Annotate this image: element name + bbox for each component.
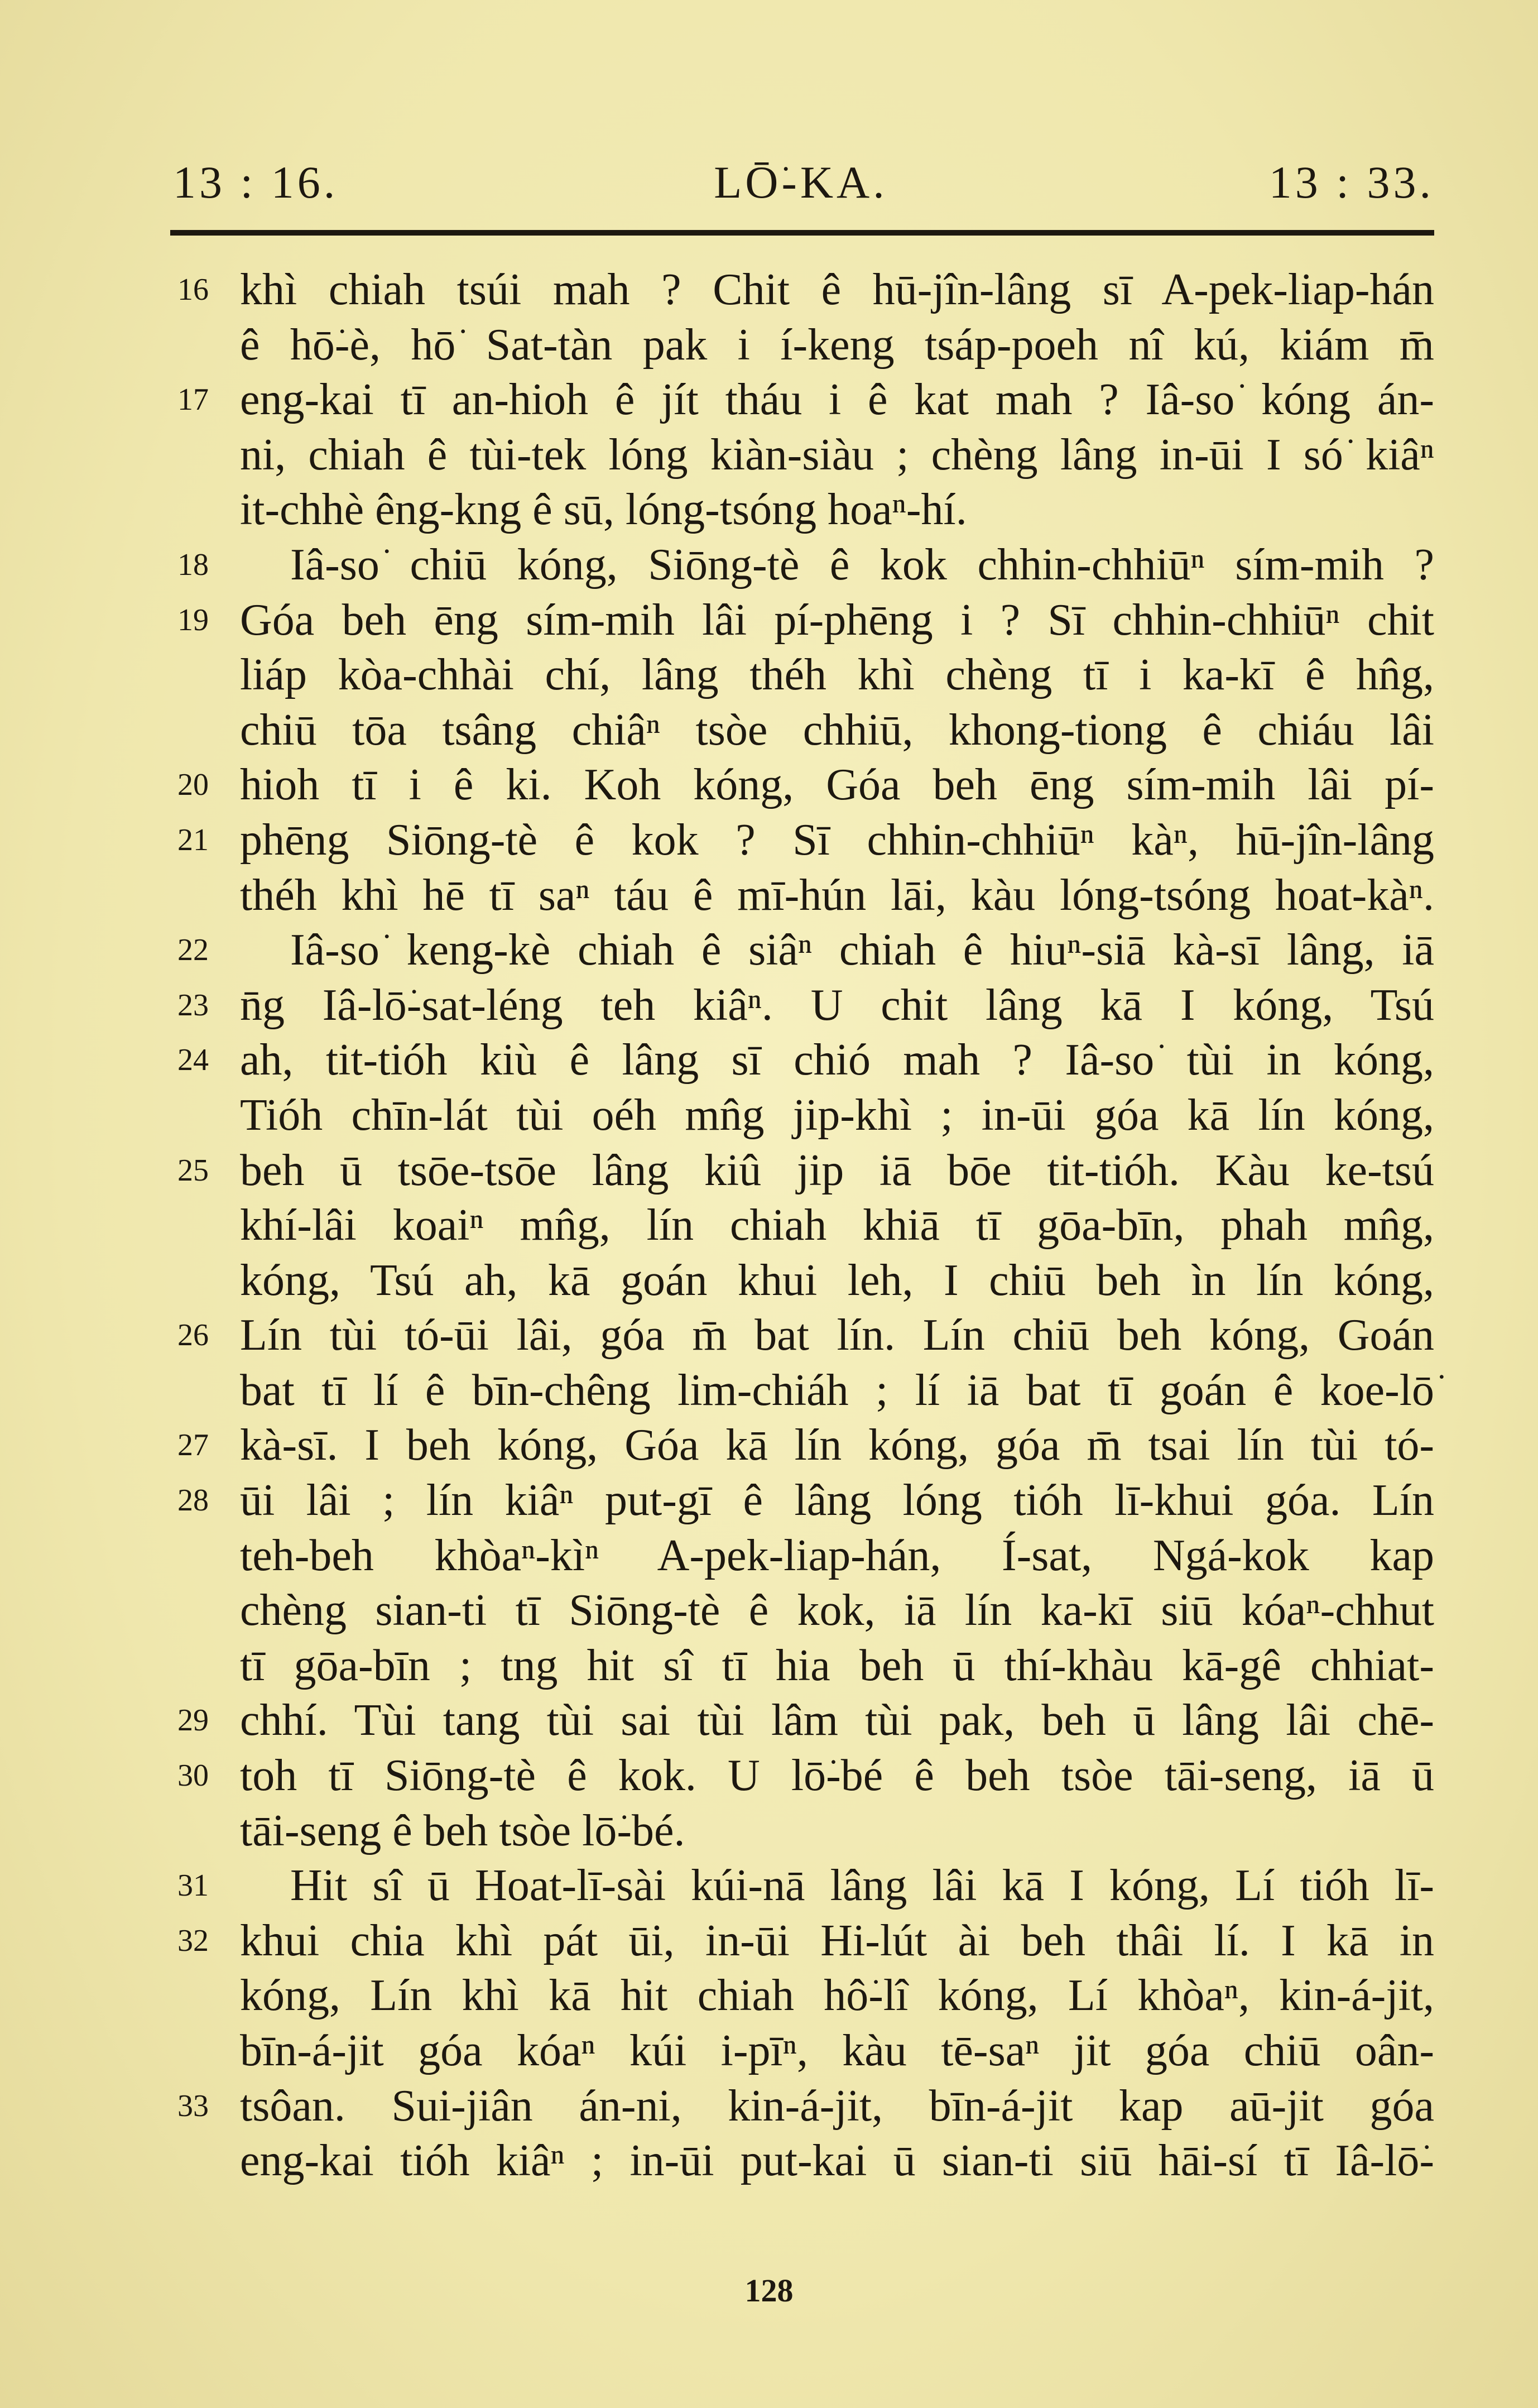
- text-line: [0, 1473, 1538, 1528]
- line-text: khui chia khì pát ūi, in-ūi Hi-lút ài beh thâi lí. I kā in: [240, 1916, 1434, 1965]
- line-text: it-chhè êng-kng ê sū, lóng-tsóng hoaⁿ-hí.: [240, 485, 967, 535]
- text-line: [0, 978, 1538, 1033]
- line-text: chhí. Tùi tang tùi sai tùi lâm tùi pak, beh ū lâng lâi chē-: [240, 1696, 1434, 1745]
- line-text: phēng Siōng-tè ê kok ? Sī chhin-chhiūⁿ kàⁿ, hū-jîn-lâng: [240, 815, 1434, 865]
- line-text: Tióh chīn-lát tùi oéh mn̂g jip-khì ; in-ūi góa kā lín kóng,: [240, 1090, 1434, 1140]
- text-line: [0, 2023, 1538, 2079]
- verse-number: 19: [177, 602, 209, 637]
- text-line: [0, 1803, 1538, 1859]
- text-line: [0, 262, 1538, 318]
- line-text: khí-lâi koaiⁿ mn̂g, lín chiah khiā tī gōa-bīn, phah mn̂g,: [240, 1201, 1434, 1250]
- text-line: [0, 538, 1538, 593]
- chapter-verse-start: 13 : 16.: [173, 157, 339, 208]
- text-line: [0, 593, 1538, 648]
- verse-number: 32: [177, 1923, 209, 1958]
- line-text: ni, chiah ê tùi-tek lóng kiàn-siàu ; chèng lâng in-ūi I só͘ kiâⁿ: [240, 430, 1434, 479]
- text-line: [0, 1363, 1538, 1418]
- verse-number: 30: [177, 1758, 209, 1793]
- line-text: Hit sî ū Hoat-lī-sài kúi-nā lâng lâi kā I kóng, Lí tióh lī-: [290, 1861, 1434, 1911]
- text-line: [0, 2133, 1538, 2189]
- verse-number: 16: [177, 272, 209, 307]
- line-text: tsôan. Sui-jiân án-ni, kin-á-jit, bīn-á-jit kap aū-jit góa: [240, 2081, 1434, 2131]
- text-line: [0, 1528, 1538, 1584]
- text-line: [0, 757, 1538, 813]
- running-header: [167, 156, 1434, 218]
- text-line: [0, 923, 1538, 978]
- text-line: [0, 1638, 1538, 1694]
- text-line: [0, 1968, 1538, 2023]
- line-text: n̄g Iâ-lō͘-sat-léng teh kiâⁿ. U chit lâng kā I kóng, Tsú: [240, 980, 1434, 1030]
- line-text: ah, tit-tióh kiù ê lâng sī chió mah ? Iâ-so͘ tùi in kóng,: [240, 1035, 1434, 1085]
- text-line: [0, 2079, 1538, 2134]
- line-text: chèng sian-ti tī Siōng-tè ê kok, iā lín ka-kī siū kóaⁿ-chhut: [240, 1586, 1434, 1635]
- book-title: LŌ͘-KA.: [714, 157, 888, 208]
- verse-number: 23: [177, 987, 209, 1023]
- scripture-text: [0, 262, 1538, 2189]
- line-text: bīn-á-jit góa kóaⁿ kúi i-pīⁿ, kàu tē-saⁿ jit góa chiū oân-: [240, 2026, 1434, 2075]
- text-line: [0, 1583, 1538, 1638]
- line-text: kóng, Lín khì kā hit chiah hô͘-lî kóng, Lí khòaⁿ, kin-á-jit,: [240, 1971, 1434, 2021]
- text-line: [0, 868, 1538, 923]
- line-text: khì chiah tsúi mah ? Chit ê hū-jîn-lâng sī A-pek-liap-hán: [240, 265, 1434, 314]
- verse-number: 17: [177, 382, 209, 418]
- text-line: [0, 1748, 1538, 1803]
- text-line: [0, 482, 1538, 538]
- line-text: eng-kai tī an-hioh ê jít tháu i ê kat mah ? Iâ-so͘ kóng án-: [240, 375, 1434, 425]
- line-text: tāi-seng ê beh tsòe lō͘-bé.: [240, 1806, 685, 1855]
- text-line: [0, 1198, 1538, 1253]
- text-line: [0, 1418, 1538, 1473]
- page-number: 128: [744, 2272, 794, 2309]
- verse-number: 20: [177, 768, 209, 803]
- line-text: Iâ-so͘ chiū kóng, Siōng-tè ê kok chhin-chhiūⁿ sím-mih ?: [290, 540, 1434, 589]
- verse-number: 25: [177, 1153, 209, 1188]
- verse-number: 24: [177, 1043, 209, 1078]
- verse-number: 18: [177, 547, 209, 582]
- text-line: [0, 1253, 1538, 1308]
- text-line: [0, 1308, 1538, 1363]
- text-line: [0, 318, 1538, 373]
- header-rule: [170, 230, 1434, 236]
- text-line: [0, 1693, 1538, 1748]
- text-line: [0, 1143, 1538, 1198]
- text-line: [0, 372, 1538, 428]
- line-text: kóng, Tsú ah, kā goán khui leh, I chiū beh ìn lín kóng,: [240, 1255, 1434, 1305]
- verse-number: 26: [177, 1318, 209, 1353]
- line-text: bat tī lí ê bīn-chêng lim-chiáh ; lí iā bat tī goán ê koe-lō͘: [240, 1365, 1434, 1415]
- text-line: [0, 1088, 1538, 1143]
- text-line: [0, 1033, 1538, 1088]
- verse-number: 27: [177, 1428, 209, 1463]
- verse-number: 21: [177, 822, 209, 857]
- text-line: [0, 1913, 1538, 1969]
- chapter-verse-end: 13 : 33.: [1268, 157, 1434, 208]
- line-text: teh-beh khòaⁿ-kìⁿ A-pek-liap-hán, Í-sat, Ngá-kok kap: [240, 1531, 1434, 1580]
- text-line: [0, 428, 1538, 483]
- line-text: hioh tī i ê ki. Koh kóng, Góa beh ēng sím-mih lâi pí-: [240, 760, 1434, 810]
- line-text: eng-kai tióh kiâⁿ ; in-ūi put-kai ū sian-ti siū hāi-sí tī Iâ-lō͘-: [240, 2136, 1434, 2186]
- line-text: chiū tōa tsâng chiâⁿ tsòe chhiū, khong-tiong ê chiáu lâi: [240, 705, 1434, 755]
- line-text: théh khì hē tī saⁿ táu ê mī-hún lāi, kàu lóng-tsóng hoat-kàⁿ.: [240, 870, 1434, 920]
- line-text: kà-sī. I beh kóng, Góa kā lín kóng, góa m̄ tsai lín tùi tó-: [240, 1421, 1434, 1470]
- line-text: ūi lâi ; lín kiâⁿ put-gī ê lâng lóng tióh lī-khui góa. Lín: [240, 1476, 1434, 1526]
- verse-number: 28: [177, 1483, 209, 1518]
- text-line: [0, 813, 1538, 868]
- verse-number: 33: [177, 2088, 209, 2123]
- line-text: ê hō͘-è, hō͘ Sat-tàn pak i í-keng tsáp-poeh nî kú, kiám m̄: [240, 320, 1434, 370]
- verse-number: 29: [177, 1703, 209, 1738]
- line-text: Iâ-so͘ keng-kè chiah ê siâⁿ chiah ê hiuⁿ-siā kà-sī lâng, iā: [290, 925, 1434, 975]
- verse-number: 22: [177, 933, 209, 968]
- line-text: tī gōa-bīn ; tng hit sî tī hia beh ū thí-khàu kā-gê chhiat-: [240, 1640, 1434, 1690]
- line-text: Góa beh ēng sím-mih lâi pí-phēng i ? Sī chhin-chhiūⁿ chit: [240, 595, 1434, 645]
- line-text: Lín tùi tó-ūi lâi, góa m̄ bat lín. Lín chiū beh kóng, Goán: [240, 1311, 1434, 1360]
- line-text: beh ū tsōe-tsōe lâng kiû jip iā bōe tit-tióh. Kàu ke-tsú: [240, 1145, 1434, 1195]
- line-text: liáp kòa-chhài chí, lâng théh khì chèng tī i ka-kī ê hn̂g,: [240, 650, 1434, 700]
- line-text: toh tī Siōng-tè ê kok. U lō͘-bé ê beh tsòe tāi-seng, iā ū: [240, 1751, 1434, 1801]
- text-line: [0, 703, 1538, 758]
- verse-number: 31: [177, 1868, 209, 1903]
- text-line: [0, 647, 1538, 703]
- text-line: [0, 1858, 1538, 1913]
